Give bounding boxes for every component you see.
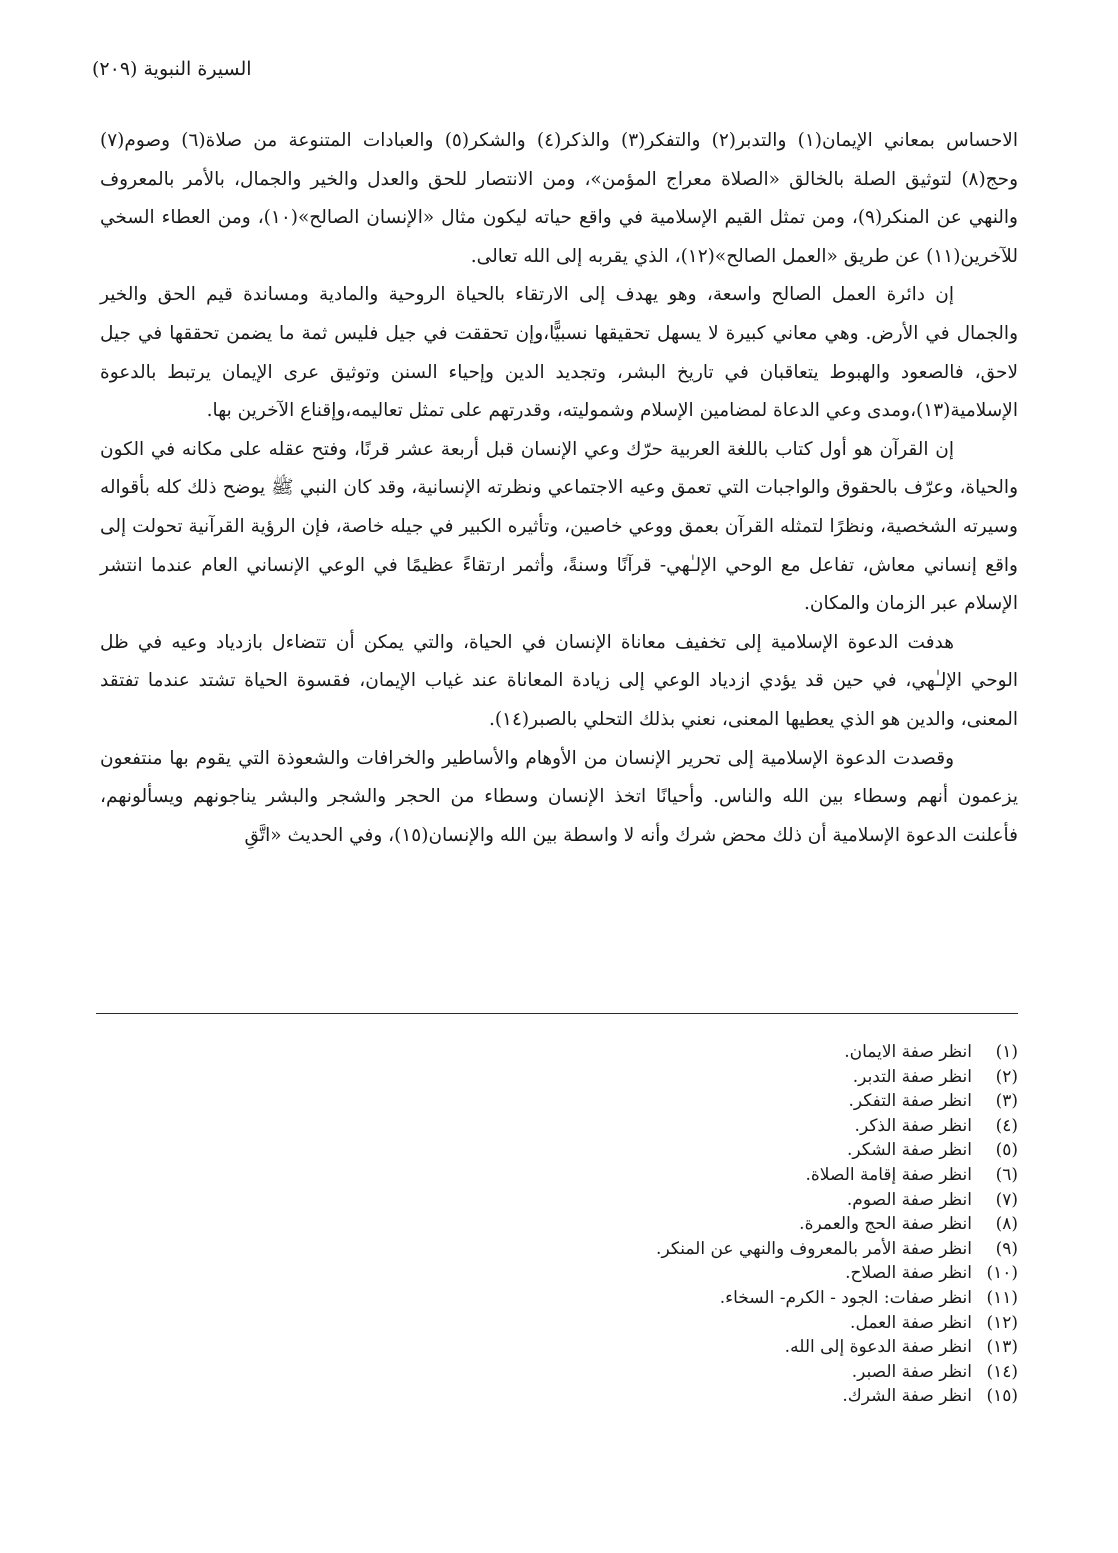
footnote-divider — [96, 1013, 1018, 1014]
footnote-item — [318, 1237, 1018, 1262]
footnote-item — [318, 1065, 1018, 1090]
footnote-number: (٤) — [995, 1115, 1018, 1136]
running-header: السيرة النبوية (٢٠٩) — [92, 58, 252, 80]
footnote-item — [318, 1286, 1018, 1311]
footnote-text: انظر صفة الشكر. — [847, 1140, 972, 1161]
footnote-text: انظر صفة العمل. — [850, 1312, 972, 1333]
footnote-item — [318, 1212, 1018, 1237]
footnote-number: (٩) — [995, 1238, 1018, 1259]
footnote-item — [318, 1114, 1018, 1139]
footnote-text: انظر صفات: الجود - الكرم- السخاء. — [719, 1287, 972, 1308]
footnote-item — [318, 1138, 1018, 1163]
footnote-text: انظر صفة الصوم. — [846, 1189, 972, 1210]
footnote-item — [318, 1384, 1018, 1409]
footnote-text: انظر صفة الدعوة إلى الله. — [784, 1337, 972, 1358]
footnote-item — [318, 1335, 1018, 1360]
footnote-text: انظر صفة إقامة الصلاة. — [805, 1164, 972, 1185]
footnote-number: (١) — [995, 1042, 1018, 1062]
footnote-text: انظر صفة الأمر بالمعروف والنهي عن المنكر. — [656, 1238, 972, 1259]
footnote-text: انظر صفة الايمان. — [844, 1042, 972, 1062]
footnote-item — [318, 1360, 1018, 1385]
paragraph-3: إن القرآن هو أول كتاب باللغة العربية حرّك وعي الإنسان قبل أربعة عشر قرنًا، وفتح عقله على مكانه في الكون والحياة، وعرّف بالحقوق والواجبات التي تعمق وعيه الاجتماعي ونظرته الإنسانية، وقد كان النبي ﷺ يوضح ذلك كله بأقواله وسيرته الشخصية، ونظرًا لتمثله القرآن بعمق ووعي خاصين، وتأثيره الكبير في جيله خاصة، فإن الرؤية القرآنية تحولت إلى واقع إنساني معاش، تفاعل مع الوحي الإلـٰهي- قرآنًا وسنةً، وأثمر ارتقاءً عظيمًا في الوعي الإنساني العام عندما انتشر الإسلام عبر الزمان والمكان. — [100, 438, 1018, 615]
footnote-number: (٦) — [995, 1164, 1018, 1185]
main-text — [100, 122, 1018, 855]
footnote-text: انظر صفة الذكر. — [854, 1115, 972, 1136]
footnote-text: انظر صفة التفكر. — [848, 1091, 972, 1112]
footnote-number: (١٤) — [986, 1361, 1018, 1382]
footnote-item — [318, 1163, 1018, 1188]
footnote-number: (١٣) — [986, 1337, 1018, 1358]
footnote-text: انظر صفة الصلاح. — [845, 1263, 972, 1284]
footnote-item — [318, 1261, 1018, 1286]
paragraph-4: هدفت الدعوة الإسلامية إلى تخفيف معاناة الإنسان في الحياة، والتي يمكن أن تتضاءل بازدياد وعيه في ظل الوحي الإلـٰهي، في حين قد يؤدي ازدياد الوعي إلى زيادة المعاناة عند غياب الإيمان، فقسوة الحياة تشتد عندما تفتقد المعنى، والدين هو الذي يعطيها المعنى، نعني بذلك التحلي بالصبر(١٤). — [100, 631, 1018, 730]
footnote-item — [318, 1311, 1018, 1336]
footnote-text: انظر صفة الشرك. — [842, 1386, 972, 1407]
footnote-item — [318, 1089, 1018, 1114]
footnote-number: (١١) — [986, 1287, 1018, 1308]
footnote-text: انظر صفة الحج والعمرة. — [799, 1214, 972, 1235]
footnote-number: (٢) — [995, 1066, 1018, 1087]
footnote-text: انظر صفة التدبر. — [852, 1066, 972, 1087]
paragraph-5: وقصدت الدعوة الإسلامية إلى تحرير الإنسان من الأوهام والأساطير والخرافات والشعوذة التي يقوم بها منتفعون يزعمون أنهم وسطاء بين الله والناس. وأحيانًا اتخذ الإنسان وسطاء من الحجر والشجر والبشر يناجونهم ويسألونهم، فأعلنت الدعوة الإسلامية أن ذلك محض شرك وأنه لا واسطة بين الله والإنسان(١٥)، وفي الحديث «اتَّقِ — [100, 747, 1018, 846]
paragraph-1: الاحساس بمعاني الإيمان(١) والتدبر(٢) والتفكر(٣) والذكر(٤) والشكر(٥) والعبادات المتنوعة من صلاة(٦) وصوم(٧) وحج(٨) لتوثيق الصلة بالخالق «الصلاة معراج المؤمن»، ومن الانتصار للحق والعدل والخير والجمال، بالأمر بالمعروف والنهي عن المنكر(٩)، ومن تمثل القيم الإسلامية في واقع حياته ليكون مثال «الإنسان الصالح»(١٠)، ومن العطاء السخي للآخرين(١١) عن طريق «العمل الصالح»(١٢)، الذي يقربه إلى الله تعالى. — [100, 130, 1018, 267]
footnote-number: (٥) — [995, 1140, 1018, 1161]
footnote-number: (٨) — [995, 1214, 1018, 1235]
footnote-number: (١٠) — [986, 1263, 1018, 1284]
footnote-number: (٣) — [995, 1091, 1018, 1112]
footnote-item — [318, 1040, 1018, 1065]
footnote-number: (١٥) — [986, 1386, 1018, 1407]
footnotes-list — [318, 1040, 1018, 1409]
footnote-number: (١٢) — [986, 1312, 1018, 1333]
paragraph-2: إن دائرة العمل الصالح واسعة، وهو يهدف إلى الارتقاء بالحياة الروحية والمادية ومساندة قيم الحق والخير والجمال في الأرض. وهي معاني كبيرة لا يسهل تحقيقها نسبيًّا،وإن تحققت في جيل فليس ثمة ما يضمن تحققها في جيل لاحق، فالصعود والهبوط يتعاقبان في تاريخ البشر، وتجديد الدين وإحياء السنن وتوثيق عرى الإيمان يرتبط بالدعوة الإسلامية(١٣)،ومدى وعي الدعاة لمضامين الإسلام وشموليته، وقدرتهم على تمثل تعاليمه،وإقناع الآخرين بها. — [100, 284, 1018, 422]
footnote-number: (٧) — [995, 1189, 1018, 1210]
footnote-text: انظر صفة الصبر. — [851, 1361, 972, 1382]
footnote-item — [318, 1188, 1018, 1213]
